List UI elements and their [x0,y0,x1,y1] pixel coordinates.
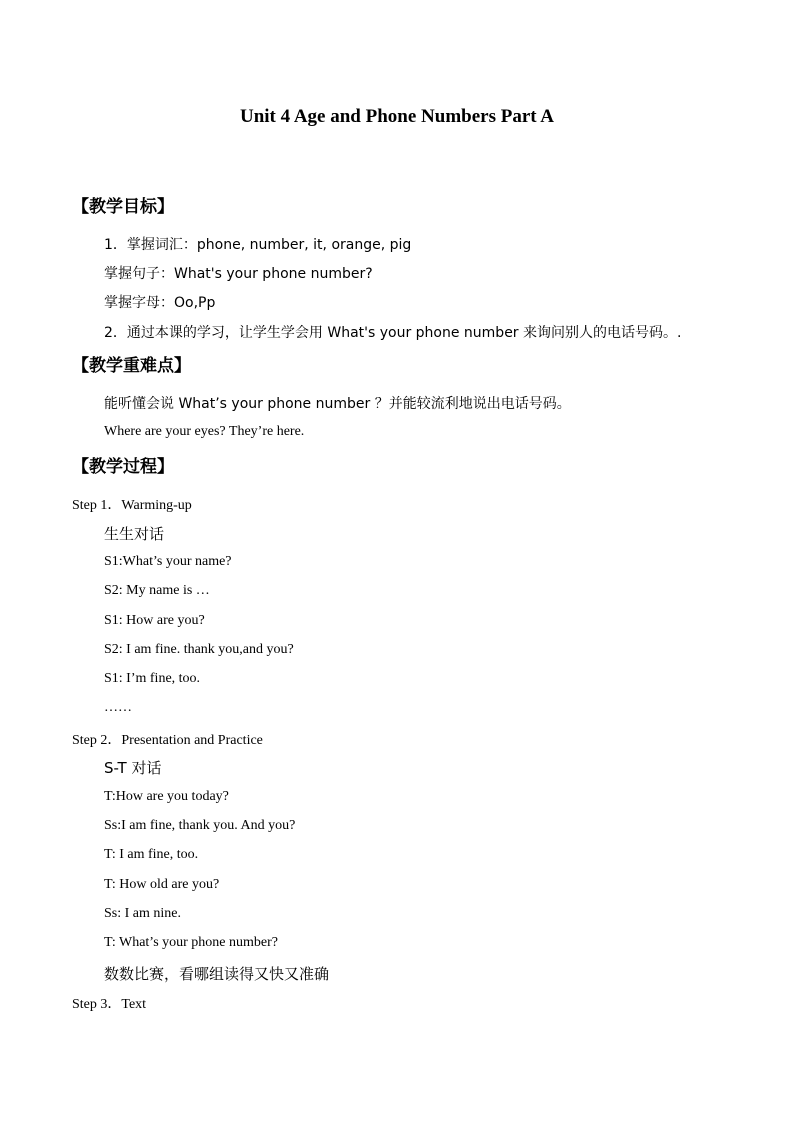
process-line: S2: My name is … [104,583,210,598]
key-point-line-1: 能听懂会说 What’s your phone number ？并能较流利地说出电话号码。 [104,396,571,412]
process-line: T: How old are you? [104,877,220,892]
step-1-heading: Step 1．Warming-up [72,498,192,513]
process-line: 数数比赛，看哪组读得又快又准确 [104,965,330,983]
process-line: …… [104,700,132,715]
objective-line-3: 掌握字母：Oo,Pp [104,295,216,311]
step-3-heading: Step 3．Text [72,997,147,1012]
process-line: S1: How are you? [104,613,205,628]
section-heading-process: 【教学过程】 [72,457,174,477]
process-line: T: I am fine, too. [104,847,199,862]
process-line: S1: I’m fine, too. [104,671,201,686]
objective-line-2: 掌握句子：What's your phone number? [104,266,373,282]
document-title: Unit 4 Age and Phone Numbers Part A [239,106,555,127]
section-heading-objectives: 【教学目标】 [72,197,174,217]
process-line: T: What’s your phone number? [104,935,279,950]
process-line: Ss: I am nine. [104,906,181,921]
process-line: 生生对话 [104,525,165,543]
key-point-line-2: Where are your eyes? They’re here. [104,424,305,439]
process-line: S2: I am fine. thank you,and you? [104,642,294,657]
objective-line-4: 2．通过本课的学习，让学生学会用 What's your phone number 来询问别人的电话号码。. [104,325,682,341]
process-line: Ss:I am fine, thank you. And you? [104,818,296,833]
step-2-heading: Step 2．Presentation and Practice [72,733,263,748]
objective-line-1: 1．掌握词汇：phone, number, it, orange, pig [104,237,412,253]
process-line: S-T 对话 [104,759,162,777]
process-line: S1:What’s your name? [104,554,232,569]
process-line: T:How are you today? [104,789,229,804]
section-heading-key-points: 【教学重难点】 [72,356,191,376]
